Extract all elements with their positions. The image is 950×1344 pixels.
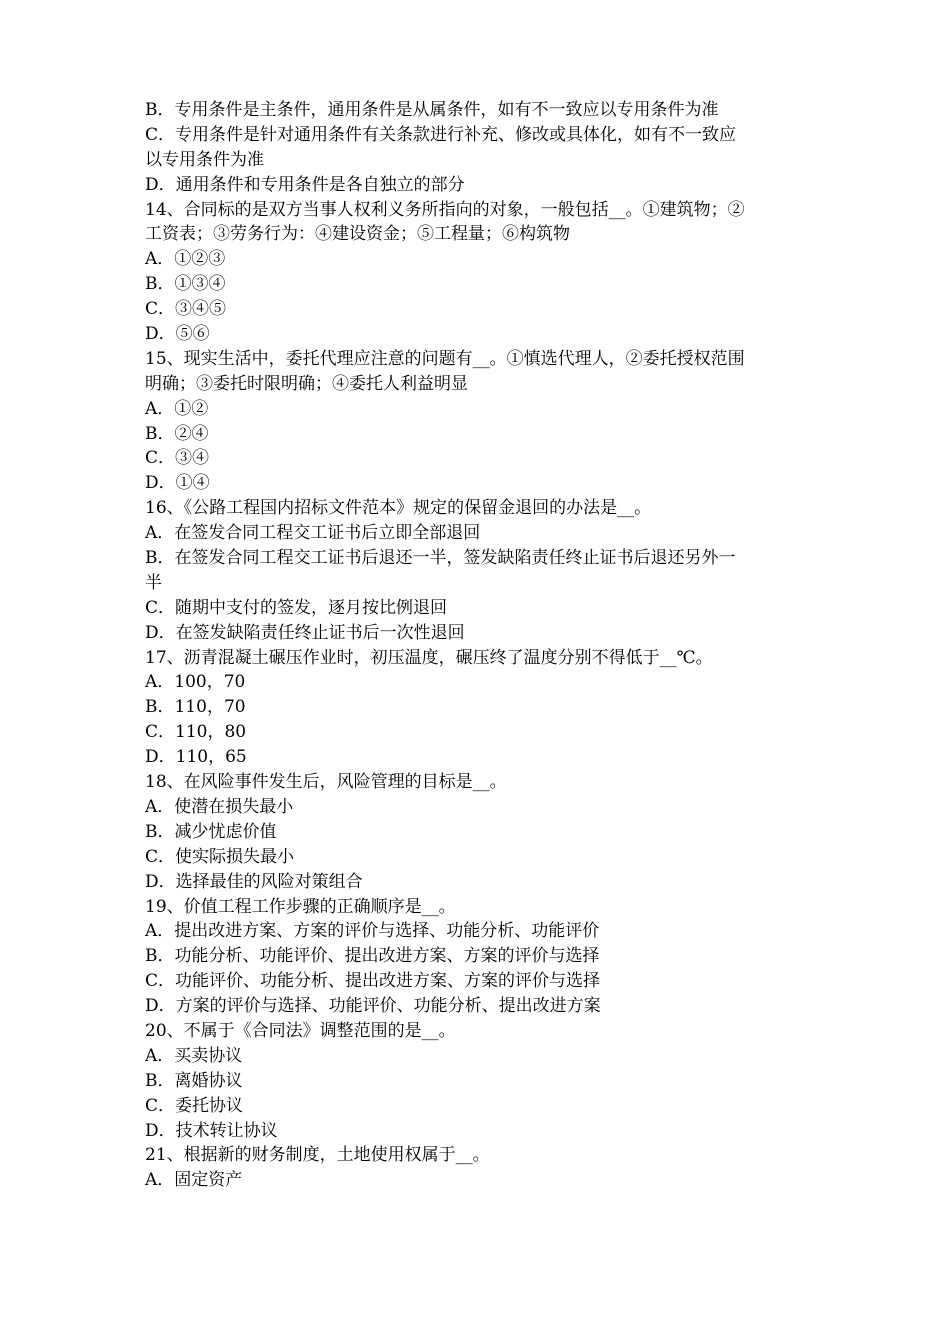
- question-15-cont: 明确；③委托时限明确；④委托人利益明显: [145, 373, 468, 394]
- option-13-d: D．通用条件和专用条件是各自独立的部分: [145, 174, 465, 195]
- option-16-a: A．在签发合同工程交工证书后立即全部退回: [145, 523, 481, 544]
- question-18: 18、在风险事件发生后，风险管理的目标是__。: [145, 772, 507, 793]
- option-14-d: D．⑤⑥: [145, 324, 210, 345]
- option-16-d: D．在签发缺陷责任终止证书后一次性退回: [145, 622, 465, 643]
- option-16-c: C．随期中支付的签发，逐月按比例退回: [145, 597, 448, 618]
- option-21-a: A．固定资产: [145, 1170, 243, 1191]
- option-14-a: A．①②③: [145, 249, 226, 270]
- option-17-c: C．110，80: [145, 722, 247, 743]
- option-17-d: D．110，65: [145, 747, 247, 768]
- option-19-b: B．功能分析、功能评价、提出改进方案、方案的评价与选择: [145, 946, 600, 967]
- option-18-a: A．使潜在损失最小: [145, 796, 294, 817]
- option-20-d: D．技术转让协议: [145, 1120, 278, 1141]
- option-13-c: C．专用条件是针对通用条件有关条款进行补充、修改或具体化，如有不一致应: [145, 124, 737, 145]
- option-17-a: A．100，70: [145, 672, 246, 693]
- option-19-d: D．方案的评价与选择、功能评价、功能分析、提出改进方案: [145, 996, 601, 1017]
- question-15: 15、现实生活中，委托代理应注意的问题有__。①慎选代理人，②委托授权范围: [145, 348, 745, 369]
- question-16: 16、《公路工程国内招标文件范本》规定的保留金退回的办法是__。: [145, 498, 652, 519]
- option-17-b: B．110，70: [145, 697, 246, 718]
- option-14-c: C．③④⑤: [145, 299, 227, 320]
- option-16-b-cont: 半: [145, 572, 162, 593]
- option-16-b: B．在签发合同工程交工证书后退还一半，签发缺陷责任终止证书后退还另外一: [145, 548, 736, 569]
- option-13-b: B．专用条件是主条件，通用条件是从属条件，如有不一致应以专用条件为准: [145, 100, 719, 120]
- option-18-c: C．使实际损失最小: [145, 846, 295, 867]
- option-13-c-cont: 以专用条件为准: [145, 149, 264, 170]
- option-18-d: D．选择最佳的风险对策组合: [145, 871, 363, 892]
- question-14: 14、合同标的是双方当事人权利义务所指向的对象，一般包括__。①建筑物；②: [145, 199, 745, 220]
- question-14-cont: 工资表；③劳务行为：④建设资金；⑤工程量；⑥构筑物: [145, 224, 570, 245]
- option-20-c: C．委托协议: [145, 1095, 244, 1116]
- option-15-d: D．①④: [145, 473, 210, 494]
- option-15-c: C．③④: [145, 448, 210, 469]
- option-18-b: B．减少忧虑价值: [145, 821, 277, 842]
- option-20-a: A．买卖协议: [145, 1045, 243, 1066]
- option-19-a: A．提出改进方案、方案的评价与选择、功能分析、功能评价: [145, 921, 600, 942]
- option-14-b: B．①③④: [145, 274, 226, 295]
- question-19: 19、价值工程工作步骤的正确顺序是__。: [145, 896, 456, 917]
- question-20: 20、不属于《合同法》调整范围的是__。: [145, 1020, 456, 1041]
- option-19-c: C．功能评价、功能分析、提出改进方案、方案的评价与选择: [145, 971, 601, 992]
- document-page: [145, 98, 815, 1193]
- question-21: 21、根据新的财务制度，土地使用权属于__。: [145, 1145, 490, 1166]
- question-17: 17、沥青混凝土碾压作业时，初压温度，碾压终了温度分别不得低于__℃。: [145, 647, 713, 668]
- option-15-b: B．②④: [145, 423, 209, 444]
- option-15-a: A．①②: [145, 398, 209, 419]
- option-20-b: B．离婚协议: [145, 1070, 243, 1091]
